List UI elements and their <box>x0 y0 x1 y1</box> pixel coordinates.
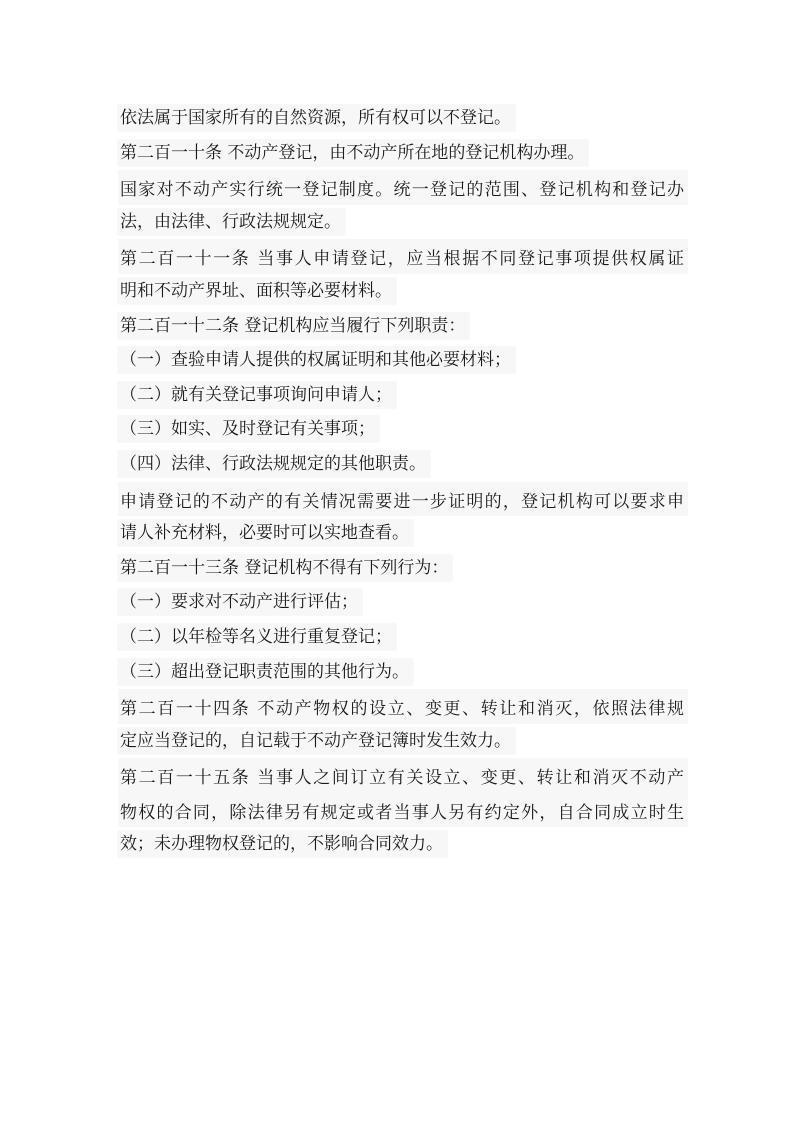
text-line-content: 第二百一十三条 登记机构不得有下列行为： <box>118 555 452 581</box>
text-line <box>118 205 688 240</box>
text-line-content: （一）查验申请人提供的权属证明和其他必要材料； <box>118 347 515 373</box>
text-line-content: 第二百一十五条 当事人之间订立有关设立、变更、转让和消灭不动产 <box>118 758 688 793</box>
text-line-content: （二）以年检等名义进行重复登记； <box>118 624 396 650</box>
text-line <box>118 793 688 828</box>
document-body <box>118 101 688 862</box>
text-line-content: 第二百一十四条 不动产物权的设立、变更、转让和消灭，依照法律规 <box>118 689 688 724</box>
list-item <box>118 343 688 378</box>
text-line <box>118 482 688 517</box>
text-line-content: （二）就有关登记事项询问申请人； <box>118 382 396 408</box>
text-line-content: 第二百一十一条 当事人申请登记，应当根据不同登记事项提供权属证 <box>118 239 688 274</box>
text-line <box>118 724 688 759</box>
text-line-content: 申请登记的不动产的有关情况需要进一步证明的，登记机构可以要求申 <box>118 482 688 517</box>
article-210-heading <box>118 136 688 171</box>
list-item <box>118 378 688 413</box>
text-line-content: 国家对不动产实行统一登记制度。统一登记的范围、登记机构和登记办 <box>118 170 688 205</box>
text-line-content: 定应当登记的，自记载于不动产登记簿时发生效力。 <box>118 728 515 754</box>
text-line-content: （一）要求对不动产进行评估； <box>118 589 362 615</box>
article-212-heading <box>118 309 688 344</box>
article-214-heading <box>118 689 688 724</box>
article-215-heading <box>118 758 688 793</box>
list-item <box>118 447 688 482</box>
list-item <box>118 585 688 620</box>
text-line <box>118 274 688 309</box>
text-line-content: 明和不动产界址、面积等必要材料。 <box>118 278 396 304</box>
text-line-content: （三）如实、及时登记有关事项； <box>118 416 379 442</box>
text-line-content: 物权的合同，除法律另有规定或者当事人另有约定外，自合同成立时生 <box>118 793 688 828</box>
text-line <box>118 101 688 136</box>
text-line-content: 第二百一十二条 登记机构应当履行下列职责： <box>118 313 469 339</box>
text-line <box>118 170 688 205</box>
text-line <box>118 516 688 551</box>
text-line-content: 依法属于国家所有的自然资源，所有权可以不登记。 <box>118 105 515 131</box>
text-line-content: （三）超出登记职责范围的其他行为。 <box>118 659 413 685</box>
text-line-content: 请人补充材料，必要时可以实地查看。 <box>118 520 413 546</box>
text-line-content: 效；未办理物权登记的，不影响合同效力。 <box>118 831 447 857</box>
text-line-content: 第二百一十条 不动产登记，由不动产所在地的登记机构办理。 <box>118 140 588 166</box>
text-line-content: （四）法律、行政法规规定的其他职责。 <box>118 451 430 477</box>
text-line <box>118 827 688 862</box>
list-item <box>118 655 688 690</box>
list-item <box>118 412 688 447</box>
list-item <box>118 620 688 655</box>
article-211-heading <box>118 239 688 274</box>
text-line-content: 法，由法律、行政法规规定。 <box>118 209 345 235</box>
article-213-heading <box>118 551 688 586</box>
